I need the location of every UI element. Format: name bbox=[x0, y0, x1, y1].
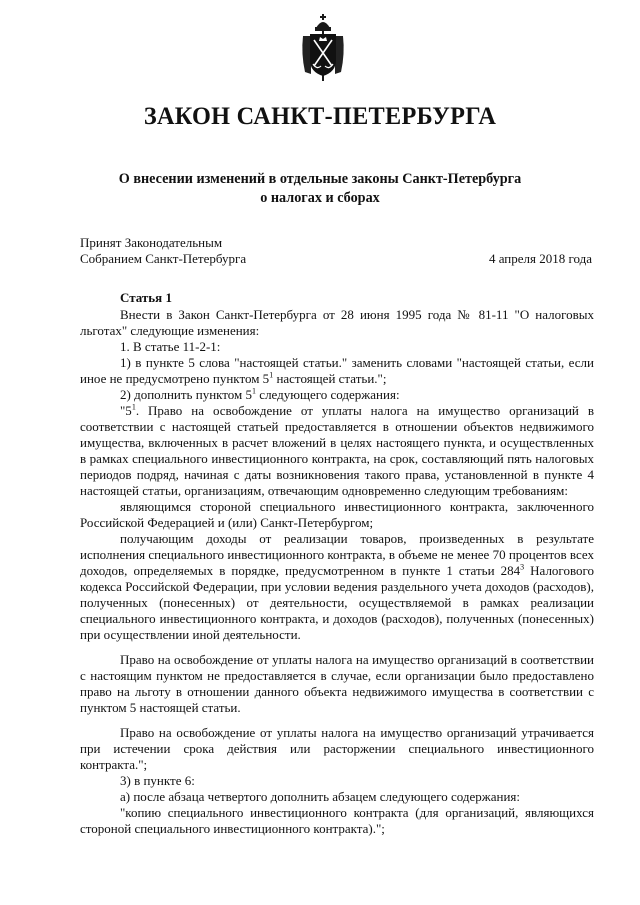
requirement-2: получающим доходы от реализации товаров, произведенных в результате исполнения специального инвестиционного контракта, в объеме не менее 70 процентов всех доходов, определяемых в порядке, предусмотренном в пункте 1 статьи $284^3$ Налогового кодекса Российской Федерации, при условии ведения раздельного учета доходов (расходов), полученных (понесенных) от деятельности, осуществляемой в рамках реализации специального инвестиционного контракта, и доходов (расходов), полученных (понесенных) при осуществлении иной деятельности. bbox=[80, 531, 594, 642]
paragraph-5-1: "$5^1$. Право на освобождение от уплаты налога на имущество организаций в соответствии с настоящей статьей предоставляется в отношении объектов недвижимого имущества, включенных в расчет вложений в целях настоящего пункта, и осуществленных в рамках специального инвестиционного контракта, на срок, составляющий пять налоговых периодов подряд, начиная с даты возникновения такого права, установленной в пункте 4 настоящей статьи, организациям, отвечающим одновременно следующим требованиям: bbox=[80, 402, 594, 498]
requirement-1: являющимся стороной специального инвестиционного контракта, заключенного Российской Федерацией и (или) Санкт-Петербургом; bbox=[80, 499, 594, 530]
item-1-subitem-2: 2) дополнить пунктом $5^1$ следующего содержания: bbox=[120, 386, 400, 402]
adoption-statement bbox=[80, 235, 246, 267]
item-3-a: а) после абзаца четвертого дополнить абзацем следующего содержания: bbox=[120, 789, 521, 804]
coat-of-arms-emblem bbox=[299, 14, 347, 82]
law-title: ЗАКОН САНКТ-ПЕТЕРБУРГА bbox=[143, 103, 497, 130]
item-3-quote: "копию специального инвестиционного контракта (для организаций, являющихся стороной специального инвестиционного контракта)."; bbox=[80, 805, 594, 836]
article-body bbox=[80, 290, 594, 837]
law-subtitle bbox=[0, 170, 640, 208]
subtitle-line-2: о налогах и сборах bbox=[260, 190, 380, 206]
article-intro: Внести в Закон Санкт-Петербурга от 28 июня 1995 года № 81-11 "О налоговых льготах" следующие изменения: bbox=[80, 307, 594, 338]
item-3: 3) в пункте 6: bbox=[120, 773, 195, 788]
subtitle-line-1: О внесении изменений в отдельные законы Санкт-Петербурга bbox=[118, 171, 522, 187]
item-1: 1. В статье 11-2-1: bbox=[120, 339, 221, 354]
adoption-date: 4 апреля 2018 года bbox=[488, 251, 592, 266]
item-1-subitem-1: 1) в пункте 5 слова "настоящей статьи." заменить словами "настоящей статьи, если иное не предусмотрено пунктом $5^1$ настоящей статьи."; bbox=[80, 355, 594, 386]
adoption-line-1: Принят Законодательным bbox=[80, 235, 223, 250]
article-heading: Статья 1 bbox=[120, 290, 172, 305]
paragraph-exclusion: Право на освобождение от уплаты налога на имущество организаций в соответствии с настоящим пунктом не предоставляется в случае, если организации было предоставлено право на льготу в отношении данного объекта недвижимого имущества в соответствии с пунктом 5 настоящей статьи. bbox=[80, 652, 594, 715]
paragraph-termination: Право на освобождение от уплаты налога на имущество организаций утрачивается при истечении срока действия или расторжении специального инвестиционного контракта."; bbox=[80, 725, 594, 772]
adoption-line-2: Собранием Санкт-Петербурга bbox=[80, 251, 247, 266]
